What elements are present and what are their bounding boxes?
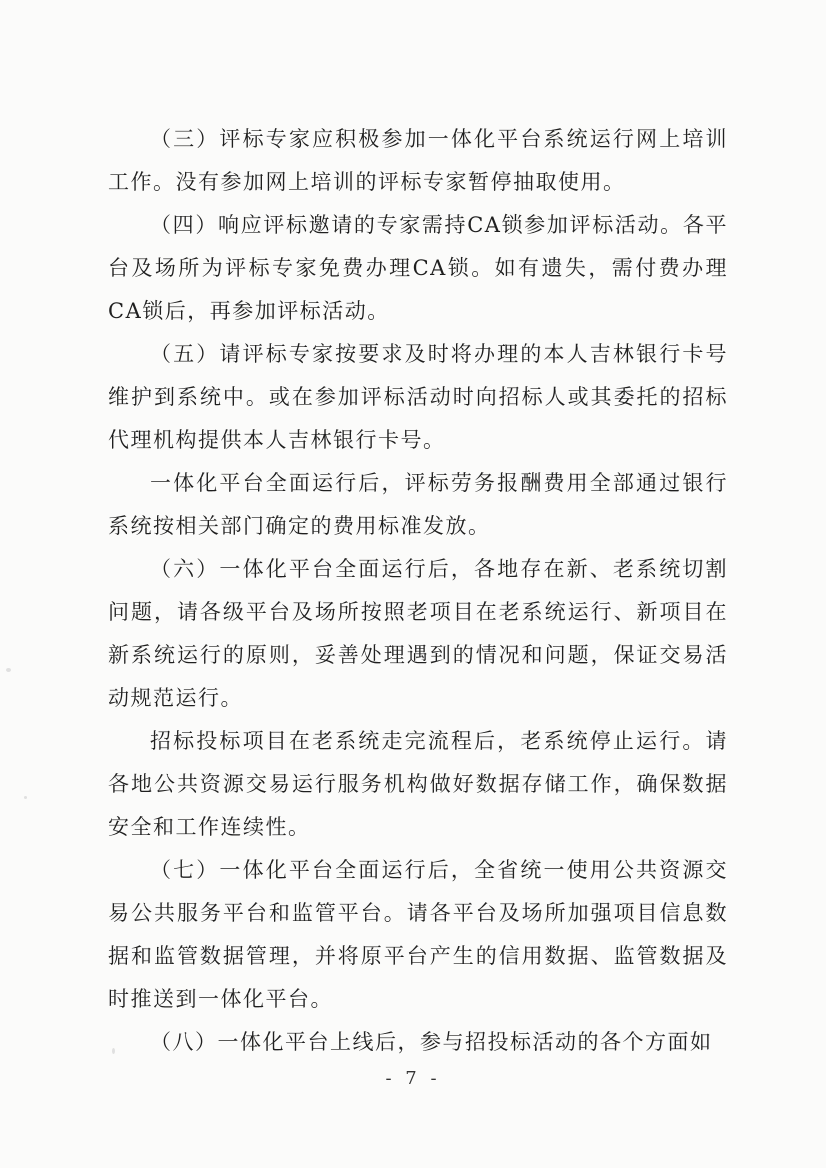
scan-speck xyxy=(6,668,11,672)
paragraph-5-bank-card: （五）请评标专家按要求及时将办理的本人吉林银行卡号维护到系统中。或在参加评标活动时向招标人或其委托的招标代理机构提供本人吉林银行卡号。 xyxy=(108,342,728,452)
paragraph-old-system-stop: 招标投标项目在老系统走完流程后，老系统停止运行。请各地公共资源交易运行服务机构做好数据存储工作，确保数据安全和工作连续性。 xyxy=(108,729,728,839)
scan-speck xyxy=(112,1048,115,1054)
paragraph-3-training: （三）评标专家应积极参加一体化平台系统运行网上培训工作。没有参加网上培训的评标专家暂停抽取使用。 xyxy=(108,127,728,194)
page-number: - 7 - xyxy=(385,1068,441,1089)
paragraph-remuneration: 一体化平台全面运行后，评标劳务报酬费用全部通过银行系统按相关部门确定的费用标准发放。 xyxy=(108,471,728,538)
paragraph-4-ca-lock: （四）响应评标邀请的专家需持CA锁参加评标活动。各平台及场所为评标专家免费办理CA锁。如有遗失，需付费办理CA锁后，再参加评标活动。 xyxy=(108,213,728,323)
paragraph-8-online: （八）一体化平台上线后，参与招投标活动的各个方面如 xyxy=(150,1030,713,1054)
paragraph-7-unified-platform: （七）一体化平台全面运行后，全省统一使用公共资源交易公共服务平台和监管平台。请各平台及场所加强项目信息数据和监管数据管理，并将原平台产生的信用数据、监管数据及时推送到一体化平台。 xyxy=(108,858,728,1011)
paragraph-6-system-switch: （六）一体化平台全面运行后，各地存在新、老系统切割问题，请各级平台及场所按照老项目在老系统运行、新项目在新系统运行的原则，妥善处理遇到的情况和问题，保证交易活动规范运行。 xyxy=(108,557,728,710)
document-body xyxy=(108,118,728,1064)
scan-speck xyxy=(24,796,27,799)
